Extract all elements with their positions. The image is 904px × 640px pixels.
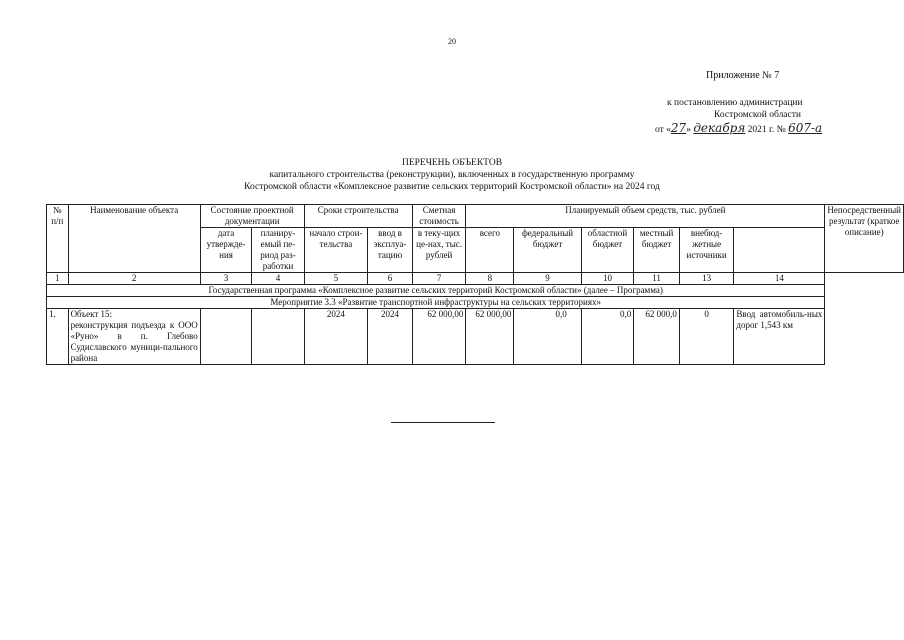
header-estimate: Сметная стоимость (412, 205, 466, 228)
row-regional: 0,0 (581, 309, 634, 365)
row-planned-period (252, 309, 304, 365)
title-line-2: капитального строительства (реконструкции), включенных в государственную программу (269, 170, 635, 180)
decree-line-1: к постановлению администрации (667, 98, 803, 108)
row-total: 62 000,00 (466, 309, 514, 365)
header-planned-funds: Планируемый объем средств, тыс. рублей (466, 205, 825, 228)
column-number: 9 (514, 273, 581, 285)
row-object-name (68, 309, 200, 365)
header-start: начало строи-тельства (304, 228, 368, 273)
decree-mid: » (686, 125, 694, 135)
header-estimate-sub: в теку-щих це-нах, тыс. рублей (412, 228, 466, 273)
column-number: 13 (679, 273, 733, 285)
header-extra: внебюд-жетные источники (679, 228, 733, 273)
decree-number: 607-а (788, 121, 823, 135)
row-federal: 0,0 (514, 309, 581, 365)
header-terms: Сроки строительства (304, 205, 412, 228)
column-number: 4 (252, 273, 304, 285)
header-project-state: Состояние проектной документации (200, 205, 304, 228)
decree-line-2: Костромской области (714, 110, 801, 120)
column-number: 5 (304, 273, 368, 285)
decree-day: 27 (670, 121, 687, 135)
title-line-1: ПЕРЕЧЕНЬ ОБЪЕКТОВ (401, 158, 503, 168)
document-title (0, 157, 904, 193)
appendix-title: Приложение № 7 (706, 70, 780, 81)
table-row (47, 309, 904, 365)
row-start: 2024 (304, 309, 368, 365)
column-number: 10 (581, 273, 634, 285)
program-row: Государственная программа «Комплексное развитие сельских территорий Костромской области» (далее – Программа) (47, 285, 825, 297)
decree-year: 2021 г. № (745, 125, 789, 135)
objects-table (46, 204, 904, 365)
header-num: № п/п (47, 205, 69, 273)
header-name: Наименование объекта (68, 205, 200, 273)
column-number: 3 (200, 273, 252, 285)
row-result: Ввод автомобиль-ных дорог 1,543 км (734, 309, 825, 365)
header-local: местный бюджет (634, 228, 680, 273)
decree-prefix: от « (655, 125, 671, 135)
decree-month: декабря (693, 121, 746, 135)
row-object-title: Объект 15: (70, 309, 113, 319)
page-number: 20 (448, 37, 456, 46)
column-number: 8 (466, 273, 514, 285)
measure-row: Мероприятие 3.3 «Развитие транспортной инфраструктуры на сельских территориях» (47, 297, 825, 309)
column-number: 2 (68, 273, 200, 285)
column-number: 1 (47, 273, 69, 285)
row-extra: 0 (679, 309, 733, 365)
header-approval-date: дата утвержде-ния (200, 228, 252, 273)
row-local: 62 000,0 (634, 309, 680, 365)
column-number: 14 (734, 273, 825, 285)
row-num: 1. (47, 309, 69, 365)
header-result: Непосредственный результат (краткое описание) (825, 205, 904, 273)
row-estimate: 62 000,00 (412, 309, 466, 365)
header-planned-period: планиру-емый пе-риод раз-работки (252, 228, 304, 273)
header-regional: областной бюджет (581, 228, 634, 273)
decree-date-number (655, 121, 822, 135)
row-commissioning: 2024 (368, 309, 413, 365)
column-number: 11 (634, 273, 680, 285)
header-commissioning: ввод в эксплуа-тацию (368, 228, 413, 273)
header-federal: федеральный бюджет (514, 228, 581, 273)
title-line-3: Костромской области «Комплексное развитие сельских территорий Костромской области» на 2024 год (244, 182, 660, 192)
closing-divider (391, 422, 495, 423)
row-approval-date (200, 309, 252, 365)
column-number: 7 (412, 273, 466, 285)
header-total: всего (466, 228, 514, 273)
row-object-description: реконструкция подъезда к ООО «Руно» в п. Глебово Судиславского муници-пального района (70, 320, 198, 363)
column-number: 6 (368, 273, 413, 285)
